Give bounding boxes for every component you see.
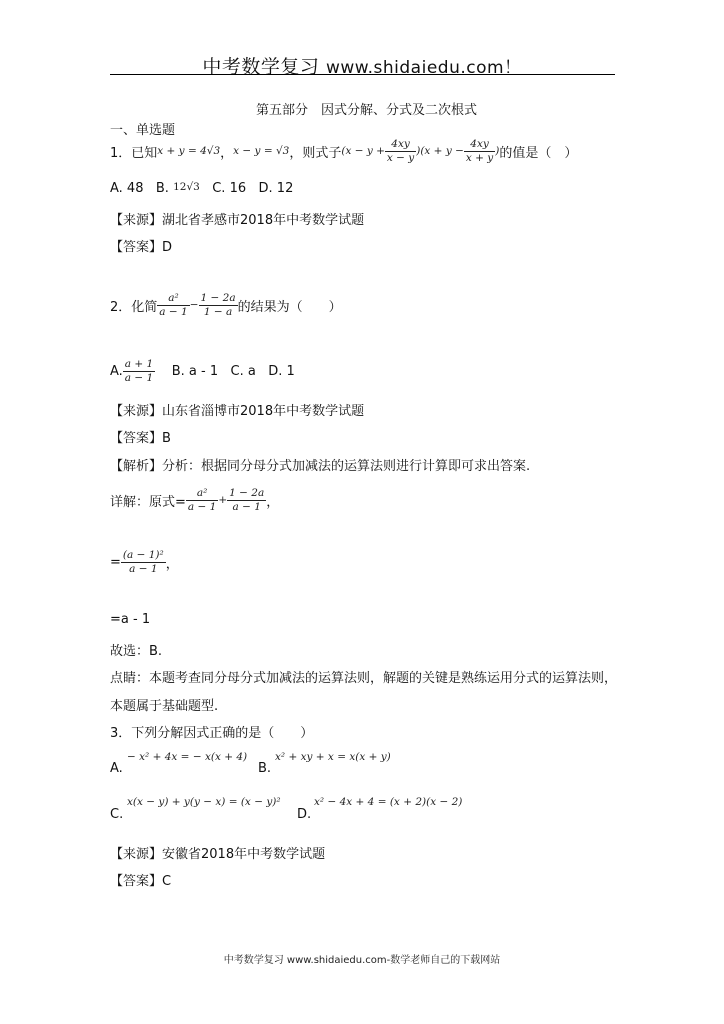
q2-choice: 故选：B. bbox=[110, 644, 163, 659]
header-url[interactable]: www.shidaiedu.com！ bbox=[325, 58, 522, 78]
q2-options bbox=[110, 353, 295, 389]
q3-answer: 【答案】C bbox=[110, 874, 172, 889]
section-title: 第五部分 因式分解、分式及二次根式 bbox=[256, 103, 478, 118]
q1-cond-b: x − y = √3 bbox=[233, 145, 290, 157]
q2-frac-1: $\frac{\text{a²}}{a - 1}$ bbox=[159, 291, 188, 318]
q3-option-b-label: B. bbox=[258, 761, 272, 776]
q2-step-eq: = bbox=[110, 554, 121, 570]
q2-number: 2．化简 bbox=[110, 299, 158, 315]
q3-title: 3．下列分解因式正确的是（ ） bbox=[110, 726, 314, 741]
section-label: 一、单选题 bbox=[110, 123, 176, 138]
q1-option-a: A. 48 bbox=[110, 181, 144, 196]
q2-detail-frac-2: $\frac{1 - 2a}{a - 1}$ bbox=[229, 486, 265, 513]
page-footer: 中考数学复习 www.shidaiedu.com-数学老师自己的下载网站 bbox=[223, 955, 501, 966]
q3-source: 【来源】安徽省2018年中考数学试题 bbox=[110, 847, 326, 862]
q2-detail-plus: + bbox=[218, 494, 228, 506]
q1-expr-a: (x − y + bbox=[341, 145, 385, 157]
q2-source: 【来源】山东省淄博市2018年中考数学试题 bbox=[110, 404, 365, 419]
q1-frac-1: $\frac{4xy}{x - y}$ bbox=[386, 137, 415, 164]
q2-note-line-1: 点睛：本题考查同分母分式加减法的运算法则，解题的关键是熟练运用分式的运算法则， bbox=[110, 671, 618, 686]
q1-answer: 【答案】D bbox=[110, 240, 173, 255]
q2-option-a-label: A. bbox=[110, 363, 123, 379]
q2-step-frac: $\frac{\text{(a − 1)²}}{a - 1}$ bbox=[122, 548, 164, 575]
q1-expr-c: ) bbox=[495, 145, 500, 157]
q2-option-a-frac: $\frac{a + 1}{a - 1}$ bbox=[124, 357, 154, 384]
q3-option-a-math: − x² + 4x = − x(x + 4) bbox=[127, 751, 248, 763]
q1-source: 【来源】湖北省孝感市2018年中考数学试题 bbox=[110, 213, 365, 228]
q2-frac-2: $\frac{1 - 2a}{1 - a}$ bbox=[200, 291, 236, 318]
q3-option-c-label: C. bbox=[110, 807, 124, 822]
header-title: 中考数学复习 bbox=[202, 56, 320, 78]
q2-stem bbox=[110, 288, 342, 322]
q1-sep: ， bbox=[220, 145, 234, 161]
q1-option-d: D. 12 bbox=[258, 181, 294, 196]
q1-option-b-math: 12√3 bbox=[173, 181, 200, 193]
q3-option-c-math: x(x − y) + y(y − x) = (x − y)² bbox=[127, 796, 281, 808]
q1-stem bbox=[110, 136, 577, 166]
q1-tail: 的值是（ ） bbox=[499, 145, 578, 161]
q2-analysis: 【解析】分析：根据同分母分式加减法的运算法则进行计算即可求出答案. bbox=[110, 459, 531, 474]
q2-note-line-2: 本题属于基础题型. bbox=[110, 699, 219, 714]
q1-frac-2: $\frac{4xy}{x + y}$ bbox=[465, 137, 494, 164]
q1-then: ，则式子 bbox=[289, 145, 342, 161]
q2-option-b: B. a - 1 bbox=[171, 363, 219, 379]
q1-option-c: C. 16 bbox=[212, 181, 247, 196]
q1-cond-a: x + y = 4√3 bbox=[157, 145, 221, 157]
q2-option-d: D. 1 bbox=[268, 363, 295, 379]
q3-option-b-math: x² + xy + x = x(x + y) bbox=[275, 751, 391, 763]
q2-option-c: C. a bbox=[230, 363, 256, 379]
q2-detail bbox=[110, 481, 279, 519]
q2-step-comma: ， bbox=[165, 556, 179, 572]
q2-minus: − bbox=[189, 299, 199, 311]
q1-option-b-label: B. bbox=[155, 181, 169, 196]
q1-options bbox=[110, 181, 293, 196]
q2-result: =a - 1 bbox=[110, 612, 151, 627]
q2-step bbox=[110, 543, 179, 581]
q3-option-d-math: x² − 4x + 4 = (x + 2)(x − 2) bbox=[314, 796, 463, 808]
header-rule bbox=[110, 74, 615, 75]
q1-expr-b: )(x + y − bbox=[416, 145, 464, 157]
q3-option-a-label: A. bbox=[110, 761, 123, 776]
q2-answer: 【答案】B bbox=[110, 431, 171, 446]
q1-number: 1．已知 bbox=[110, 145, 158, 161]
q3-option-d-label: D. bbox=[297, 807, 312, 822]
q2-detail-comma: ， bbox=[266, 494, 280, 510]
q2-detail-frac-1: $\frac{\text{a²}}{a - 1}$ bbox=[187, 486, 217, 513]
q2-detail-label: 详解：原式= bbox=[110, 494, 186, 510]
q2-tail: 的结果为（ ） bbox=[237, 299, 342, 315]
